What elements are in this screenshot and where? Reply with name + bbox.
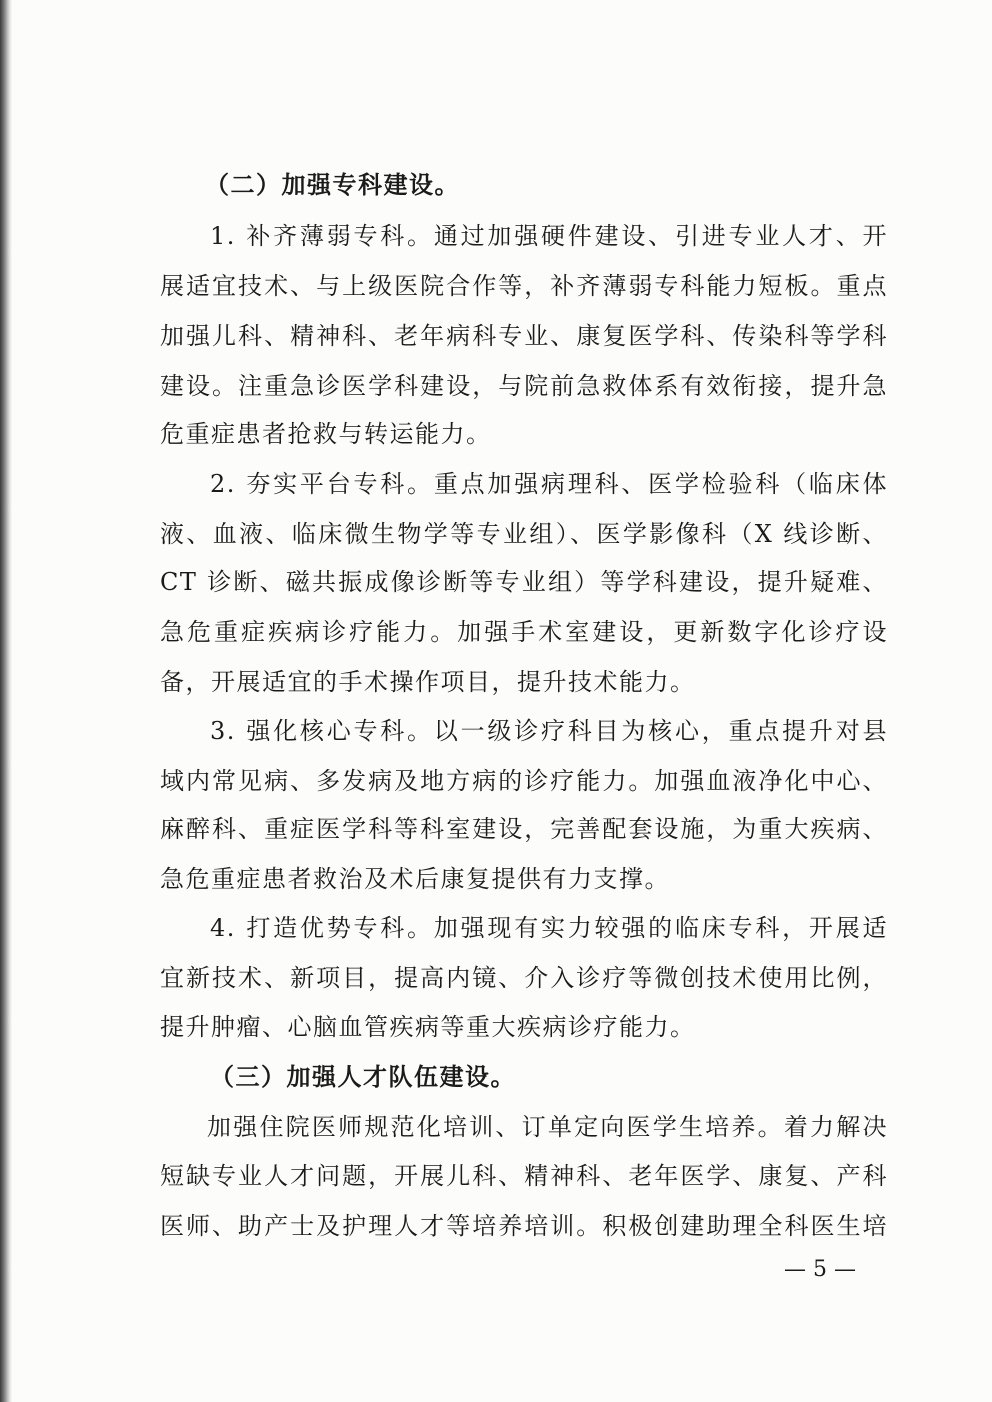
text-line: 建设。注重急诊医学科建设，与院前急救体系有效衔接，提升急 <box>160 372 888 400</box>
heading-line: （三）加强人才队伍建设。 <box>210 1062 516 1091</box>
scan-edge-shadow <box>0 0 12 1402</box>
text-line: CT 诊断、磁共振成像诊断等专业组）等学科建设，提升疑难、 <box>160 568 888 596</box>
text-line: 加强住院医师规范化培训、订单定向医学生培养。着力解决 <box>207 1113 888 1141</box>
text-line: 急危重症患者救治及术后康复提供有力支撑。 <box>160 865 670 893</box>
heading-line: （二）加强专科建设。 <box>205 170 460 199</box>
text-line: 提升肿瘤、心脑血管疾病等重大疾病诊疗能力。 <box>160 1013 696 1041</box>
text-line: 加强儿科、精神科、老年病科专业、康复医学科、传染科等学科 <box>160 322 888 350</box>
text-line: 急危重症疾病诊疗能力。加强手术室建设，更新数字化诊疗设 <box>160 618 888 646</box>
text-line: 液、血液、临床微生物学等专业组）、医学影像科（X 线诊断、 <box>160 520 888 548</box>
text-line: 危重症患者抢救与转运能力。 <box>160 420 492 448</box>
text-line: 宜新技术、新项目，提高内镜、介入诊疗等微创技术使用比例， <box>160 964 888 992</box>
text-line: 短缺专业人才问题，开展儿科、精神科、老年医学、康复、产科 <box>160 1162 888 1190</box>
text-line: 域内常见病、多发病及地方病的诊疗能力。加强血液净化中心、 <box>160 767 888 795</box>
text-line: 备，开展适宜的手术操作项目，提升技术能力。 <box>160 668 696 696</box>
text-line: 4. 打造优势专科。加强现有实力较强的临床专科，开展适 <box>210 914 888 942</box>
text-line: 2. 夯实平台专科。重点加强病理科、医学检验科（临床体 <box>210 470 888 498</box>
text-line: 医师、助产士及护理人才等培养培训。积极创建助理全科医生培 <box>160 1212 888 1240</box>
text-line: 展适宜技术、与上级医院合作等，补齐薄弱专科能力短板。重点 <box>160 272 888 300</box>
text-line: 3. 强化核心专科。以一级诊疗科目为核心，重点提升对县 <box>210 717 888 745</box>
text-line: 1. 补齐薄弱专科。通过加强硬件建设、引进专业人才、开 <box>210 222 888 250</box>
page-number: — 5 — <box>784 1257 856 1282</box>
text-line: 麻醉科、重症医学科等科室建设，完善配套设施，为重大疾病、 <box>160 815 888 843</box>
